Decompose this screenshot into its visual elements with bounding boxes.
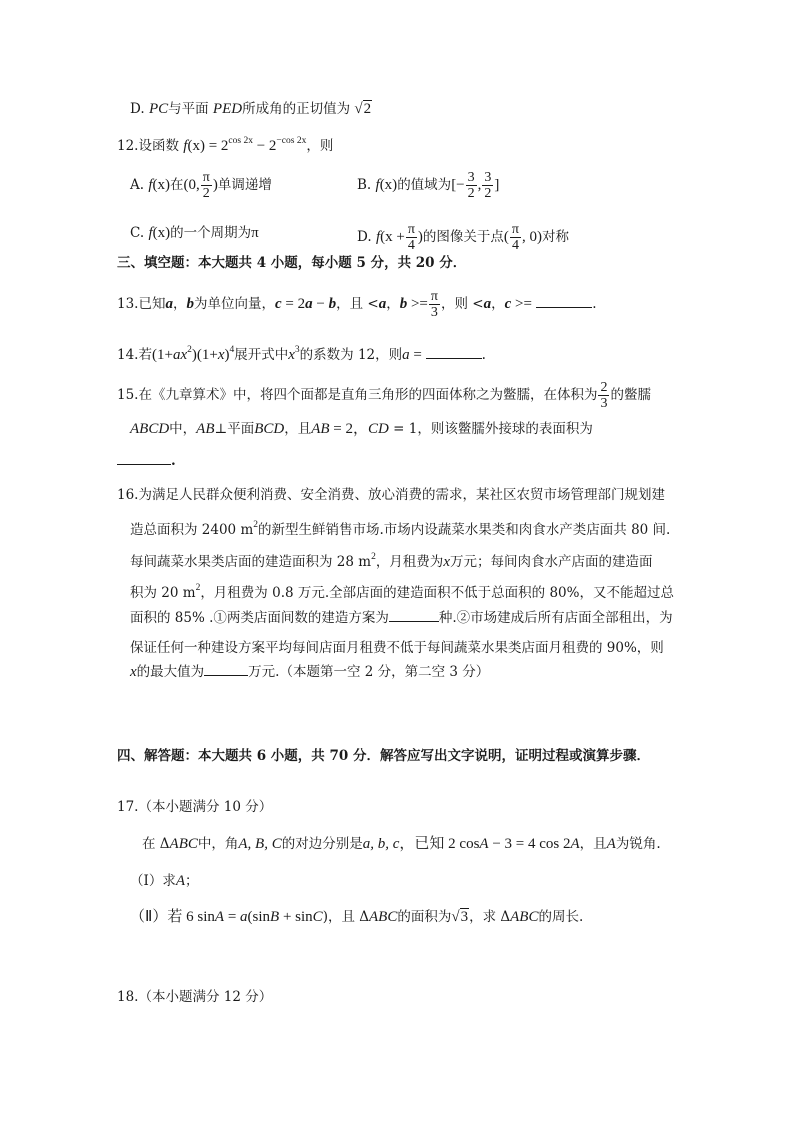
q11-option-d: D. PC与平面 PED所成角的正切值为 √2: [130, 101, 372, 117]
q16-line2: 造总面积为 2400 $m^2$的新型生鲜销售市场.市场内设蔬菜水果类和肉食水产类店面共 80 间.: [130, 520, 671, 538]
q12-option-d: D. f(x + $\frac{\pi}{4}$ )的图像关于点( $\frac{\pi}{4}$ , 0)对称: [357, 222, 569, 253]
q16-line7: x的最大值为 万元.（本题第一空 2 分，第二空 3 分）: [130, 661, 489, 683]
q13: 13.已知a，b为单位向量，c = 2a − b，且 <a，b >= $\frac{\pi}{3}$ ，则 <a，c >= .: [117, 289, 597, 320]
fraction-pi-over-4: $\frac{\pi}{4}$: [511, 222, 519, 253]
fraction-pi-over-4: $\frac{\pi}{4}$: [407, 222, 415, 253]
q12-option-c: C. f(x)的一个周期为π: [130, 225, 259, 241]
q18-heading: 18.（本小题满分 12 分）: [117, 989, 273, 1005]
q15-line3: .: [117, 450, 176, 472]
q17-part2: （Ⅱ）若 6 sinA = a(sinB + sinC)，且 ΔABC的面积为√3，求 ΔABC的周长.: [130, 909, 584, 925]
section-3-heading: 三、填空题：本大题共 4 小题，每小题 5 分，共 20 分．: [117, 255, 467, 271]
sqrt-2: √2: [354, 101, 372, 117]
q12-stem: 12.设函数 $f(x) = 2^{cos 2x} - 2^{-cos 2x}$，则: [117, 136, 334, 154]
answer-blank[interactable]: [389, 607, 439, 622]
q16-line4: 积为 20 $m^2$，月租费为 0.8 万元.全部店面的建造面积不低于总面积的 80%，又不能超过总: [130, 583, 674, 601]
q16-line3: 每间蔬菜水果类店面的建造面积为 28 $m^2$，月租费为x万元；每间肉食水产店面的建造面: [130, 552, 653, 570]
q16-line1: 16.为满足人民群众便利消费、安全消费、放心消费的需求，某社区农贸市场管理部门规划建: [117, 487, 665, 503]
answer-blank[interactable]: [117, 450, 171, 465]
answer-blank[interactable]: [426, 344, 482, 359]
q16-line5: 面积的 85% .①两类店面间数的建造方案为 种.②市场建成后所有店面全部租出，为: [130, 607, 673, 629]
q17-statement: 在 ΔABC中，角A, B, C的对边分别是a, b, c，已知 2 cosA − 3 = 4 cos 2A，且A为锐角.: [142, 836, 661, 852]
q17-heading: 17.（本小题满分 10 分）: [117, 799, 273, 815]
q15-line2: ABCD中，AB⊥平面BCD，且AB = 2，CD = 1，则该鳖臑外接球的表面积为: [130, 421, 593, 437]
q17-part1: （Ⅰ）求A；: [130, 873, 199, 889]
q12-option-a: A. f(x)在(0, $\frac{\pi}{2}$ )单调递增: [130, 170, 272, 201]
fraction-pi-over-2: $\frac{\pi}{2}$: [202, 170, 210, 201]
fraction-pi-over-3: $\frac{\pi}{3}$: [430, 289, 438, 320]
q14: 14.若$(1+ax^2)(1+x)^4$展开式中$x^3$的系数为 12，则a = .: [117, 345, 486, 363]
answer-blank[interactable]: [204, 661, 248, 676]
answer-blank[interactable]: [536, 293, 592, 308]
q15-line1: 15.在《九章算术》中，将四个面都是直角三角形的四面体称之为鳖臑，在体积为 $\frac{2}{3}$ 的鳖臑: [117, 380, 651, 411]
q12-option-b: B. f(x)的值域为[− $\frac{3}{2}$ , $\frac{3}{2}$ ]: [357, 170, 500, 201]
fraction-3-over-2: $\frac{3}{2}$: [467, 170, 475, 201]
section-4-heading: 四、解答题：本大题共 6 小题，共 70 分．解答应写出文字说明，证明过程或演算步骤．: [117, 748, 650, 764]
sqrt-3: √3: [451, 909, 469, 925]
fraction-3-over-2: $\frac{3}{2}$: [484, 170, 492, 201]
fraction-2-over-3: $\frac{2}{3}$: [600, 380, 608, 411]
q16-line6: 保证任何一种建设方案平均每间店面月租费不低于每间蔬菜水果类店面月租费的 90%，则: [130, 640, 664, 656]
